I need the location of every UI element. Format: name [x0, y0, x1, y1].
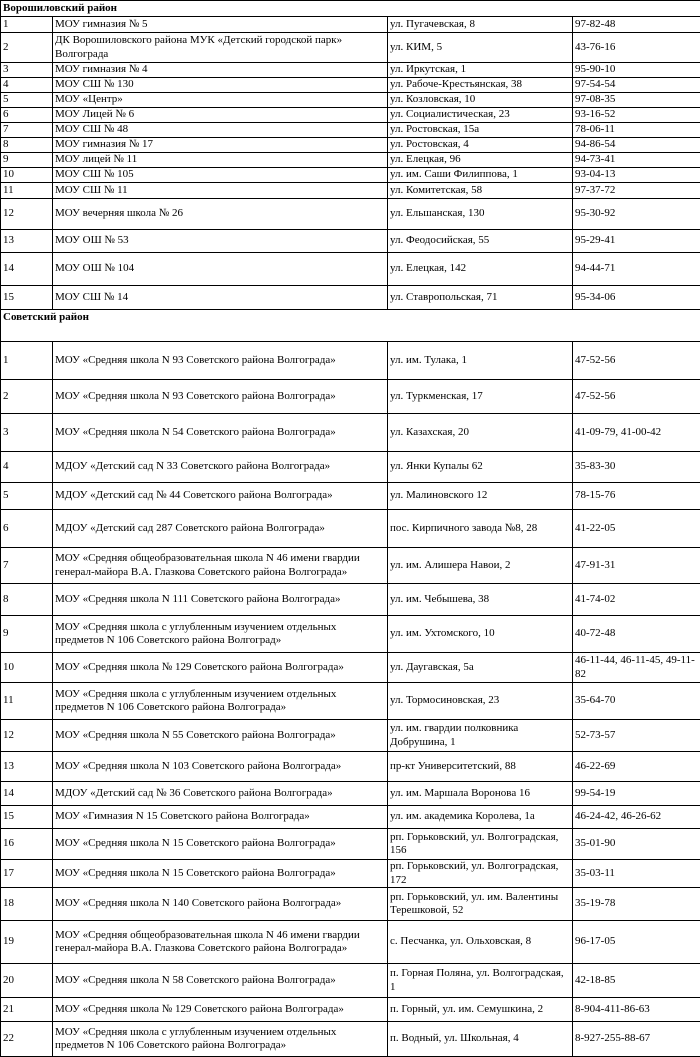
row-number: 2 [1, 33, 53, 63]
row-number: 14 [1, 782, 53, 806]
institution-address: ул. Рабоче-Крестьянская, 38 [388, 78, 573, 93]
institution-phone: 46-22-69 [573, 752, 700, 782]
row-number: 14 [1, 253, 53, 286]
row-number: 4 [1, 452, 53, 483]
table-row [1, 829, 700, 860]
institution-name: МДОУ «Детский сад № 36 Советского района Волгограда» [53, 782, 388, 806]
table-row [1, 108, 700, 123]
table-row [1, 921, 700, 964]
institution-address: пос. Кирпичного завода №8, 28 [388, 510, 573, 548]
row-number: 11 [1, 683, 53, 720]
table-row [1, 888, 700, 921]
institution-phone: 42-18-85 [573, 964, 700, 998]
institution-name: МОУ «Средняя школа N 111 Советского района Волгограда» [53, 584, 388, 616]
institution-phone: 8-904-411-86-63 [573, 998, 700, 1022]
institution-phone: 97-54-54 [573, 78, 700, 93]
institution-name: ДК Ворошиловского района МУК «Детский городской парк» Волгограда [53, 33, 388, 63]
table-row [1, 380, 700, 414]
table-row [1, 806, 700, 829]
table-row [1, 782, 700, 806]
institution-name: МОУ «Средняя школа N 55 Советского района Волгограда» [53, 720, 388, 752]
institution-name: МДОУ «Детский сад № 44 Советского района Волгограда» [53, 483, 388, 510]
institution-phone: 97-37-72 [573, 183, 700, 199]
row-number: 3 [1, 63, 53, 78]
section-title: Советский район [1, 310, 700, 342]
institution-phone: 97-82-48 [573, 17, 700, 33]
institution-address: ул. Елецкая, 96 [388, 153, 573, 168]
institution-name: МОУ «Средняя общеобразовательная школа N 46 имени гвардии генерал-майора В.А. Глазкова Советского района Волгограда» [53, 921, 388, 964]
institution-address: ул. им. Тулака, 1 [388, 342, 573, 380]
institution-phone: 95-30-92 [573, 199, 700, 230]
row-number: 10 [1, 168, 53, 183]
section-title: Ворошиловский район [1, 1, 700, 17]
table-row [1, 1022, 700, 1057]
row-number: 17 [1, 860, 53, 888]
institution-name: МОУ «Средняя школа № 129 Советского района Волгограда» [53, 998, 388, 1022]
table-row [1, 964, 700, 998]
row-number: 12 [1, 199, 53, 230]
section-header-row [1, 310, 700, 342]
institution-address: ул. Социалистическая, 23 [388, 108, 573, 123]
institution-phone: 47-52-56 [573, 380, 700, 414]
table-row [1, 510, 700, 548]
row-number: 7 [1, 123, 53, 138]
institution-phone: 95-90-10 [573, 63, 700, 78]
table-row [1, 998, 700, 1022]
institution-phone: 94-73-41 [573, 153, 700, 168]
institution-name: МОУ «Средняя общеобразовательная школа N 46 имени гвардии генерал-майора В.А. Глазкова Советского района Волгограда» [53, 548, 388, 584]
table-row [1, 230, 700, 253]
row-number: 13 [1, 752, 53, 782]
institution-phone: 93-16-52 [573, 108, 700, 123]
institution-phone: 78-06-11 [573, 123, 700, 138]
institution-phone: 95-29-41 [573, 230, 700, 253]
institution-phone: 95-34-06 [573, 286, 700, 310]
table-row [1, 138, 700, 153]
institution-name: МОУ гимназия № 5 [53, 17, 388, 33]
institution-name: МОУ «Гимназия N 15 Советского района Волгограда» [53, 806, 388, 829]
section-header-row [1, 1, 700, 17]
row-number: 19 [1, 921, 53, 964]
institution-name: МДОУ «Детский сад N 33 Советского района Волгограда» [53, 452, 388, 483]
row-number: 5 [1, 93, 53, 108]
institution-name: МОУ СШ № 130 [53, 78, 388, 93]
institution-name: МОУ вечерняя школа № 26 [53, 199, 388, 230]
table-row [1, 17, 700, 33]
row-number: 10 [1, 653, 53, 683]
institution-address: ул. Казахская, 20 [388, 414, 573, 452]
institution-address: ул. Туркменская, 17 [388, 380, 573, 414]
institution-name: МОУ «Средняя школа N 93 Советского района Волгограда» [53, 380, 388, 414]
row-number: 11 [1, 183, 53, 199]
institution-name: МОУ СШ № 14 [53, 286, 388, 310]
table-row [1, 63, 700, 78]
institution-name: МОУ СШ № 48 [53, 123, 388, 138]
row-number: 15 [1, 286, 53, 310]
institution-address: ул. Комитетская, 58 [388, 183, 573, 199]
institution-address: ул. КИМ, 5 [388, 33, 573, 63]
institution-address: с. Песчанка, ул. Ольховская, 8 [388, 921, 573, 964]
institution-name: МОУ ОШ № 104 [53, 253, 388, 286]
institution-address: ул. им. Маршала Воронова 16 [388, 782, 573, 806]
institution-address: рп. Горьковский, ул. Волгоградская, 156 [388, 829, 573, 860]
institution-phone: 99-54-19 [573, 782, 700, 806]
table-row [1, 860, 700, 888]
row-number: 20 [1, 964, 53, 998]
institution-address: рп. Горьковский, ул. им. Валентины Терешковой, 52 [388, 888, 573, 921]
row-number: 4 [1, 78, 53, 93]
row-number: 8 [1, 138, 53, 153]
institution-name: МОУ лицей № 11 [53, 153, 388, 168]
row-number: 2 [1, 380, 53, 414]
table-row [1, 168, 700, 183]
institution-address: ул. им. Чебышева, 38 [388, 584, 573, 616]
table-row [1, 286, 700, 310]
institution-name: МОУ ОШ № 53 [53, 230, 388, 253]
institution-name: МОУ «Средняя школа N 15 Советского района Волгограда» [53, 860, 388, 888]
institution-phone: 35-64-70 [573, 683, 700, 720]
table-row [1, 616, 700, 653]
institution-address: ул. им. Саши Филиппова, 1 [388, 168, 573, 183]
institution-address: ул. Пугачевская, 8 [388, 17, 573, 33]
institution-address: рп. Горьковский, ул. Волгоградская, 172 [388, 860, 573, 888]
row-number: 7 [1, 548, 53, 584]
institution-address: ул. Янки Купалы 62 [388, 452, 573, 483]
row-number: 21 [1, 998, 53, 1022]
institution-address: ул. им. гвардии полковника Добрушина, 1 [388, 720, 573, 752]
row-number: 12 [1, 720, 53, 752]
institution-phone: 52-73-57 [573, 720, 700, 752]
table-row [1, 720, 700, 752]
row-number: 5 [1, 483, 53, 510]
institution-address: ул. Феодосийская, 55 [388, 230, 573, 253]
table-row [1, 78, 700, 93]
table-row [1, 452, 700, 483]
institution-address: ул. Козловская, 10 [388, 93, 573, 108]
institution-name: МОУ гимназия № 17 [53, 138, 388, 153]
institution-address: п. Горный, ул. им. Семушкина, 2 [388, 998, 573, 1022]
institution-address: ул. Ельшанская, 130 [388, 199, 573, 230]
institution-phone: 8-927-255-88-67 [573, 1022, 700, 1057]
table-row [1, 584, 700, 616]
institution-address: п. Водный, ул. Школьная, 4 [388, 1022, 573, 1057]
table-row [1, 183, 700, 199]
institution-phone: 35-03-11 [573, 860, 700, 888]
table-row [1, 683, 700, 720]
institution-address: ул. Елецкая, 142 [388, 253, 573, 286]
institution-phone: 41-74-02 [573, 584, 700, 616]
institution-address: ул. им. академика Королева, 1а [388, 806, 573, 829]
institution-phone: 78-15-76 [573, 483, 700, 510]
institution-phone: 93-04-13 [573, 168, 700, 183]
table-row [1, 752, 700, 782]
institution-address: ул. им. Ухтомского, 10 [388, 616, 573, 653]
institution-address: ул. Ставропольская, 71 [388, 286, 573, 310]
institution-address: ул. Ростовская, 15а [388, 123, 573, 138]
row-number: 18 [1, 888, 53, 921]
row-number: 13 [1, 230, 53, 253]
table-row [1, 653, 700, 683]
institution-name: МОУ «Средняя школа N 54 Советского района Волгограда» [53, 414, 388, 452]
table-row [1, 33, 700, 63]
table-row [1, 199, 700, 230]
table-row [1, 253, 700, 286]
institution-address: ул. Тормосиновская, 23 [388, 683, 573, 720]
institution-name: МОУ СШ № 105 [53, 168, 388, 183]
institution-name: МОУ «Средняя школа N 58 Советского района Волгограда» [53, 964, 388, 998]
row-number: 9 [1, 616, 53, 653]
institution-address: ул. Ростовская, 4 [388, 138, 573, 153]
institution-phone: 46-11-44, 46-11-45, 49-11-82 [573, 653, 700, 683]
row-number: 9 [1, 153, 53, 168]
institution-name: МОУ СШ № 11 [53, 183, 388, 199]
row-number: 1 [1, 17, 53, 33]
institution-phone: 94-86-54 [573, 138, 700, 153]
institution-address: пр-кт Университетский, 88 [388, 752, 573, 782]
institution-address: ул. Малиновского 12 [388, 483, 573, 510]
table-row [1, 483, 700, 510]
institution-name: МОУ гимназия № 4 [53, 63, 388, 78]
table-row [1, 414, 700, 452]
institution-address: п. Горная Поляна, ул. Волгоградская, 1 [388, 964, 573, 998]
institution-name: МОУ «Средняя школа с углубленным изучением отдельных предметов N 106 Советского района Волгограда» [53, 683, 388, 720]
table-body [1, 1, 700, 1057]
table-row [1, 548, 700, 584]
institution-phone: 97-08-35 [573, 93, 700, 108]
institution-phone: 41-09-79, 41-00-42 [573, 414, 700, 452]
institution-address: ул. Даугавская, 5а [388, 653, 573, 683]
institution-name: МОУ «Средняя школа с углубленным изучением отдельных предметов N 106 Советского района Волгоград» [53, 616, 388, 653]
institution-address: ул. Иркутская, 1 [388, 63, 573, 78]
institution-name: МОУ «Центр» [53, 93, 388, 108]
institution-name: МДОУ «Детский сад 287 Советского района Волгограда» [53, 510, 388, 548]
institution-phone: 35-83-30 [573, 452, 700, 483]
institution-name: МОУ «Средняя школа с углубленным изучением отдельных предметов N 106 Советского района Волгограда» [53, 1022, 388, 1057]
institution-phone: 35-19-78 [573, 888, 700, 921]
row-number: 15 [1, 806, 53, 829]
institution-phone: 94-44-71 [573, 253, 700, 286]
row-number: 6 [1, 108, 53, 123]
institution-name: МОУ «Средняя школа № 129 Советского района Волгограда» [53, 653, 388, 683]
institution-address: ул. им. Алишера Навои, 2 [388, 548, 573, 584]
institution-name: МОУ «Средняя школа N 140 Советского района Волгограда» [53, 888, 388, 921]
table-row [1, 153, 700, 168]
institution-phone: 47-52-56 [573, 342, 700, 380]
table-row [1, 93, 700, 108]
row-number: 1 [1, 342, 53, 380]
institution-name: МОУ Лицей № 6 [53, 108, 388, 123]
institution-phone: 40-72-48 [573, 616, 700, 653]
institution-phone: 47-91-31 [573, 548, 700, 584]
institution-phone: 46-24-42, 46-26-62 [573, 806, 700, 829]
row-number: 8 [1, 584, 53, 616]
table-row [1, 342, 700, 380]
institution-phone: 96-17-05 [573, 921, 700, 964]
institution-phone: 41-22-05 [573, 510, 700, 548]
institution-name: МОУ «Средняя школа N 103 Советского района Волгограда» [53, 752, 388, 782]
row-number: 6 [1, 510, 53, 548]
table-row [1, 123, 700, 138]
row-number: 22 [1, 1022, 53, 1057]
institution-phone: 43-76-16 [573, 33, 700, 63]
institution-phone: 35-01-90 [573, 829, 700, 860]
row-number: 16 [1, 829, 53, 860]
institution-name: МОУ «Средняя школа N 15 Советского района Волгограда» [53, 829, 388, 860]
row-number: 3 [1, 414, 53, 452]
institution-name: МОУ «Средняя школа N 93 Советского района Волгограда» [53, 342, 388, 380]
